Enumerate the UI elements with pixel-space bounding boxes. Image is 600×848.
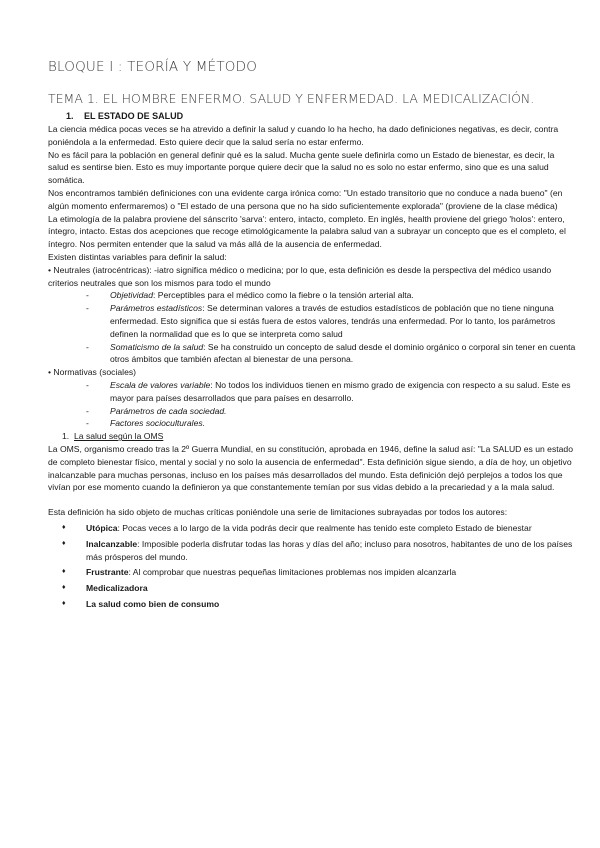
paragraph-ironic-definitions: Nos encontramos también definiciones con una evidente carga irónica como: "Un estado transitorio que no conduce a nada bueno" (en algún momento enfermaremos) o "El estado de una persona que no ha sido suficientemente explorada" (proviene de la clase médica)	[48, 187, 563, 211]
list-item-objetividad	[48, 289, 576, 302]
subsection-number: 1.	[62, 431, 70, 442]
list-item-parametros-estadisticos	[48, 302, 576, 340]
diamond-bullet-icon: ♦	[62, 539, 66, 547]
dash-marker: -	[86, 405, 89, 416]
topic-heading: TEMA 1. EL HOMBRE ENFERMO. SALUD Y ENFERMEDAD. LA MEDICALIZACIÓN.	[48, 91, 535, 106]
term: Factores socioculturales.	[110, 418, 206, 429]
dash-marker: -	[86, 303, 89, 314]
list-item-frustrante	[48, 566, 576, 579]
term: Frustrante	[86, 567, 129, 578]
term: Parámetros de cada sociedad.	[110, 405, 227, 416]
term: Inalcanzable	[86, 538, 138, 549]
diamond-bullet-icon: ♦	[62, 584, 66, 592]
list-item-inalcanzable	[48, 538, 576, 564]
term: Objetividad	[110, 290, 153, 301]
section-number: 1.	[66, 111, 74, 121]
description: : Al comprobar que nuestras pequeñas limitaciones problemas nos impiden alcanzarla	[128, 567, 457, 578]
description: : Se ha construido un concepto de salud desde el dominio orgánico o corporal sin tener en cuenta otros ámbitos que también afectan al bienestar de una persona.	[110, 341, 576, 365]
list-item-neutrales: • Neutrales (iatrocéntricas): -iatro significa médico o medicina; por lo que, esta definición es desde la perspectiva del médico usando criterios neutrales que son los mismos para todo el mundo	[48, 264, 552, 288]
list-item-normativas: • Normativas (sociales)	[48, 367, 137, 378]
dash-marker: -	[86, 290, 89, 301]
subsection-title	[62, 430, 576, 443]
term: Utópica	[86, 522, 118, 533]
dash-marker: -	[86, 418, 89, 429]
list-item-parametros-sociedad	[48, 405, 576, 418]
list-item-factores-socioculturales	[48, 417, 576, 430]
dash-marker: -	[86, 341, 89, 352]
paragraph-etymology: La etimología de la palabra proviene del sánscrito 'sarva': entero, intacto, completo. En inglés, health proviene del griego 'holos': entero, íntegro, intacto. Estas dos acepciones que recoge etimológicamente la palabra salud van a subrayar un concepto que es el completo, el íntegro. Nos permiten entender que la salud va más allá de la ausencia de enfermedad.	[48, 213, 566, 250]
paragraph-variables-intro: Existen distintas variables para definir la salud:	[48, 251, 227, 262]
paragraph-wellbeing: No es fácil para la población en general definir qué es la salud. Mucha gente suele definirla como un Estado de bienestar, es decir, la salud es sentirse bien. Esto es muy importante porque quiere decir que la salud no es solo no estar enfermo, sino que es una salud somática.	[48, 149, 555, 186]
section-title	[66, 110, 576, 123]
term: La salud como bien de consumo	[86, 598, 220, 609]
description: : Imposible poderla disfrutar todas las horas y días del año; incluso para nosotros, habitantes de uno de los países más prósperos del mundo.	[86, 538, 573, 562]
description: : Perceptibles para el médico como la fiebre o la tensión arterial alta.	[153, 290, 414, 301]
description: : No todos los individuos tienen en mismo grado de exigencia con respecto a su salud. Este es mayor para países desarrollados que para países en desarrollo.	[110, 379, 571, 403]
term: Escala de valores variable	[110, 379, 211, 390]
list-item-utopica	[48, 522, 576, 535]
diamond-bullet-icon: ♦	[62, 568, 66, 576]
list-item-escala-valores	[48, 379, 576, 405]
paragraph-negative-definition: La ciencia médica pocas veces se ha atrevido a definir la salud y cuando lo ha hecho, ha dado definiciones negativas, es decir, contra poniéndola a la enfermedad. Esto quiere decir que la salud sería no estar enfermo.	[48, 124, 559, 147]
section-title-text: EL ESTADO DE SALUD	[84, 111, 184, 121]
diamond-bullet-icon: ♦	[62, 523, 66, 531]
term: Somaticismo de la salud	[110, 341, 204, 352]
term: Parámetros estadísticos	[110, 303, 203, 314]
description: : Pocas veces a lo largo de la vida podrás decir que realmente has tenido este completo Estado de bienestar	[117, 522, 532, 533]
list-item-somaticismo	[48, 341, 576, 367]
list-item-bien-de-consumo	[48, 598, 576, 611]
description: : Se determinan valores a través de estudios estadísticos de población que no tiene ninguna enfermedad. Esto significa que si estás fuera de estos valores, tendrás una enfermedad. Por lo tanto, los parámetros definen la normalidad que es lo que se interpreta como salud	[110, 303, 556, 339]
document-page	[48, 58, 576, 614]
subsection-title-text: La salud según la OMS	[74, 431, 164, 442]
term: Medicalizadora	[86, 583, 148, 594]
paragraph-spacer	[48, 494, 576, 506]
diamond-bullet-icon: ♦	[62, 599, 66, 607]
block-heading: BLOQUE I : TEORÍA Y MÉTODO	[48, 59, 258, 75]
paragraph-criticism-intro: Esta definición ha sido objeto de muchas críticas poniéndole una serie de limitaciones subrayadas por todos los autores:	[48, 507, 508, 518]
dash-marker: -	[86, 379, 89, 390]
paragraph-oms-definition: La OMS, organismo creado tras la 2º Guerra Mundial, en su constitución, aprobada en 1946, define la salud así: "La SALUD es un estado de completo bienestar físico, mental y social y no solo la ausencia de enfermedad". Esta definición sigue siendo, a día de hoy, un objetivo inalcanzable para muchas personas, incluso en los países más desarrollados del mundo. Esta definición dejó perplejos a todos los que vivían por ese momento cuando la definieron ya que constantemente temían por sus vidas debido a la precariedad y a la mala salud.	[48, 443, 573, 493]
list-item-medicalizadora	[48, 582, 576, 595]
